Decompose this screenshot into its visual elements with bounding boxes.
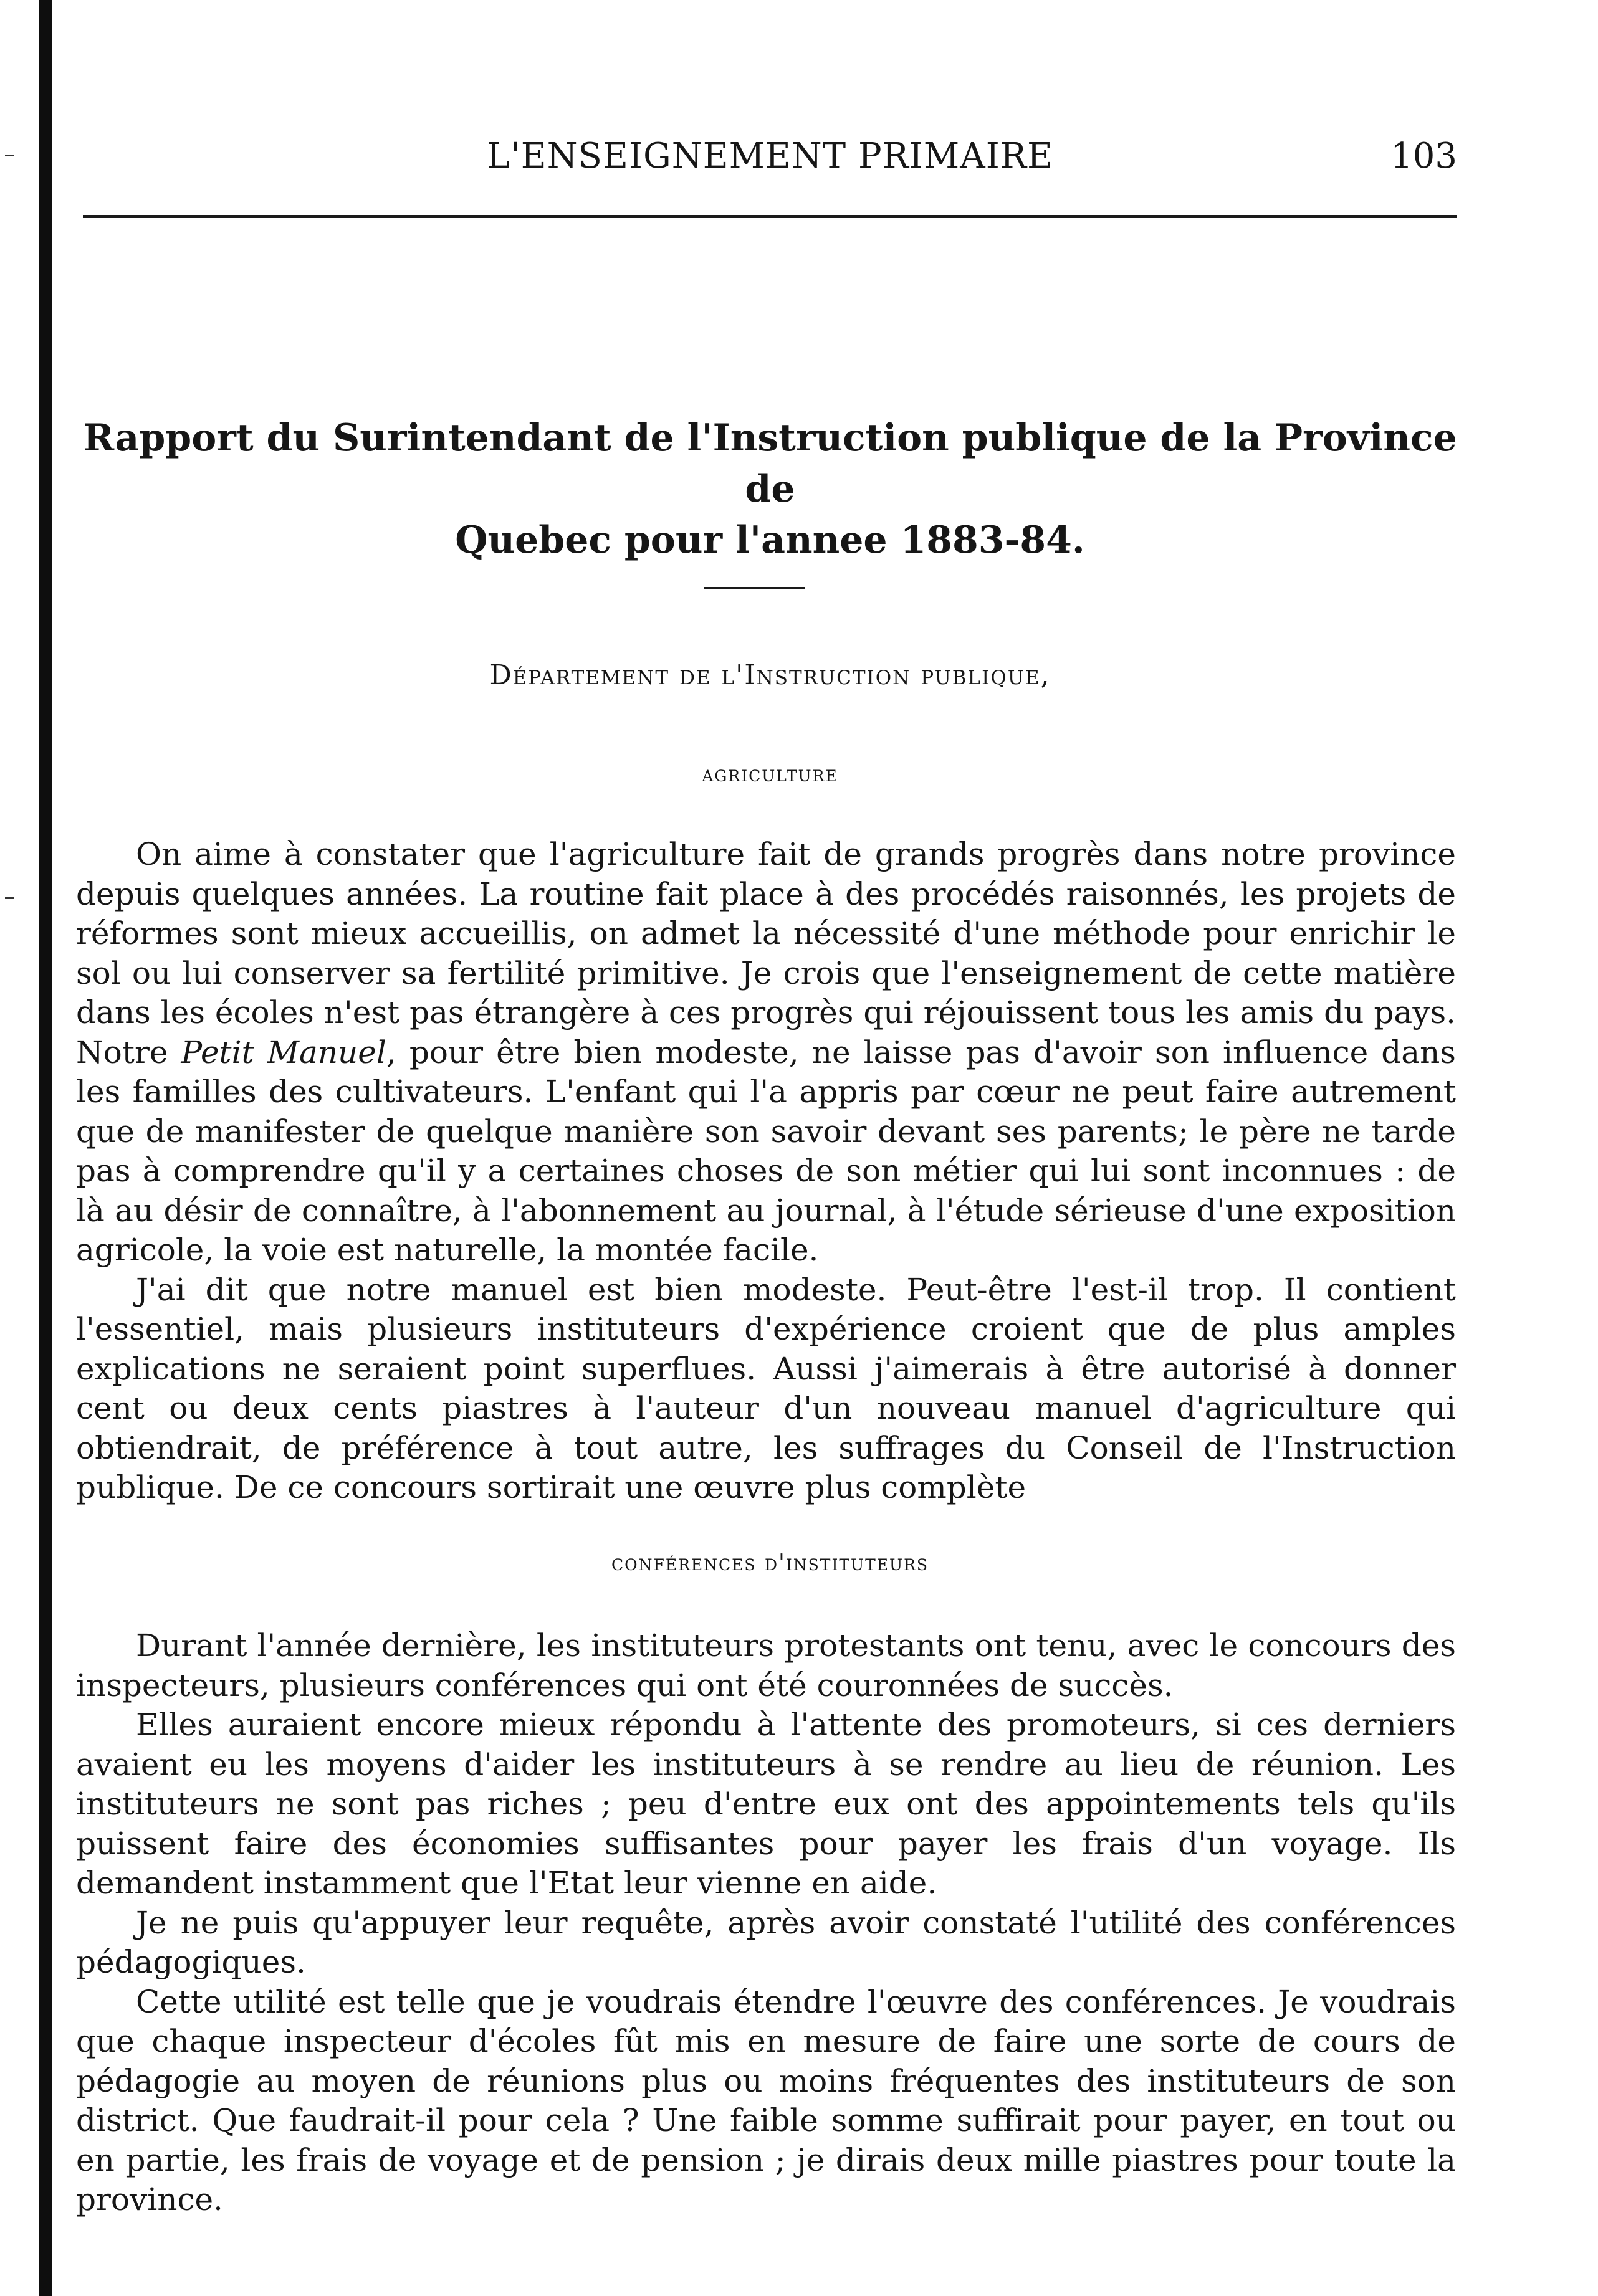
page-number: 103 <box>1390 136 1457 176</box>
paragraph: Elles auraient encore mieux répondu à l'attente des promoteurs, si ces derniers avaient eu les moyens d'aider les instituteurs à se rendre au lieu de réunion. Les instituteurs ne sont pas riches ; peu d'entre eux ont des appointements tels qu'ils puissent faire des économies suffisantes pour payer les frais d'un voyage. Ils demandent instamment que l'Etat leur vienne en aide. <box>76 1707 1456 1901</box>
margin-mark <box>5 155 14 156</box>
paragraph: J'ai dit que notre manuel est bien modeste. Peut-être l'est-il trop. Il contient l'essentiel, mais plusieurs instituteurs d'expérience croient que de plus amples explications ne seraient point superflues. Aussi j'aimerais à être autorisé à donner cent ou deux cents piastres à l'auteur d'un nouveau manuel d'agriculture qui obtiendrait, de préférence à tout autre, les suffrages du Conseil de l'Instruction publique. De ce concours sortirait une œuvre plus complète <box>76 1271 1456 1505</box>
paragraph: Durant l'année dernière, les instituteurs protestants ont tenu, avec le concours des inspecteurs, plusieurs conférences qui ont été couronnées de succès. <box>76 1627 1456 1703</box>
paragraph-text: On aime à constater que l'agriculture fait de grands progrès dans notre province depuis quelques années. La routine fait place à des procédés raisonnés, les projets de réformes sont mieux accueillis, on admet la nécessité d'une méthode pour enrichir le sol ou lui conserver sa fertilité primitive. Je crois que l'enseignement de cette matière dans les écoles n'est pas étrangère à ces progrès qui réjouissent tous les amis du pays. Notre <box>76 836 1456 1070</box>
paragraph: Cette utilité est telle que je voudrais étendre l'œuvre des conférences. Je voudrais que chaque inspecteur d'écoles fût mis en mesure de faire une sorte de cours de pédagogie au moyen de réunions plus ou moins fréquentes des instituteurs de son district. Que faudrait-il pour cela ? Une faible somme suffirait pour payer, en tout ou en partie, les frais de voyage et de pension ; je dirais deux mille piastres pour toute la province. <box>76 1983 1456 2217</box>
paragraph <box>76 835 1456 1270</box>
margin-mark <box>5 897 14 899</box>
report-title-line-1: Rapport du Surintendant de l'Instruction publique de la Province de <box>83 416 1457 511</box>
title-separator-rule <box>704 587 805 589</box>
page-binding-edge <box>39 0 52 2296</box>
section-heading-conferences: conférences d'instituteurs <box>611 1550 929 1576</box>
section-heading-agriculture: agriculture <box>702 761 838 787</box>
page-header <box>83 136 1457 186</box>
conferences-section <box>76 1626 1456 2220</box>
italic-title: Petit Manuel <box>181 1034 386 1070</box>
agriculture-section <box>76 835 1456 1508</box>
report-title <box>83 412 1457 566</box>
department-heading: Département de l'Instruction publique, <box>489 659 1051 691</box>
paragraph-text: , pour être bien modeste, ne laisse pas d'avoir son influence dans les familles des cultivateurs. L'enfant qui l'a appris par cœur ne peut faire autrement que de manifester de quelque manière son savoir devant ses parents; le père ne tarde pas à comprendre qu'il y a certaines choses de son métier qui lui sont inconnues : de là au désir de connaître, à l'abonnement au journal, à l'étude sérieuse d'une exposition agricole, la voie est naturelle, la montée facile. <box>76 1034 1456 1268</box>
running-title: L'ENSEIGNEMENT PRIMAIRE <box>487 136 1053 176</box>
paragraph: Je ne puis qu'appuyer leur requête, après avoir constaté l'utilité des conférences pédagogiques. <box>76 1904 1456 1980</box>
report-title-line-2: Quebec pour l'annee 1883-84. <box>455 518 1085 562</box>
header-rule <box>83 215 1457 218</box>
